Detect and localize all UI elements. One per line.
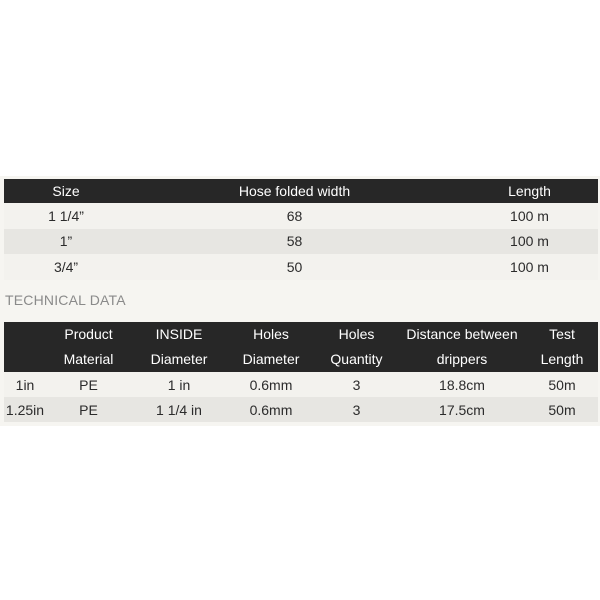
folded-width-cell: 50	[128, 254, 461, 280]
holes-diameter-cell: 0.6mm	[227, 397, 315, 422]
tech-header-distance-between-drippers: Distance between drippers	[398, 322, 526, 372]
table-row	[4, 254, 598, 280]
tech-header-test-length: Test Length	[526, 322, 598, 372]
tech-table-header-row	[4, 322, 598, 372]
table-row	[4, 229, 598, 255]
section-title-technical-data: TECHNICAL DATA	[5, 292, 126, 308]
model-cell: 1.25in	[4, 397, 46, 422]
tech-header-holes-quantity: Holes Quantity	[315, 322, 398, 372]
inside-diameter-cell: 1 in	[131, 372, 227, 397]
length-cell: 100 m	[461, 229, 598, 255]
dripper-distance-cell: 17.5cm	[398, 397, 526, 422]
dripper-distance-cell: 18.8cm	[398, 372, 526, 397]
model-cell: 1in	[4, 372, 46, 397]
folded-width-cell: 58	[128, 229, 461, 255]
tech-header-holes-diameter: Holes Diameter	[227, 322, 315, 372]
material-cell: PE	[46, 372, 131, 397]
size-header-folded-width: Hose folded width	[128, 179, 461, 203]
holes-quantity-cell: 3	[315, 397, 398, 422]
material-cell: PE	[46, 397, 131, 422]
test-length-cell: 50m	[526, 397, 598, 422]
length-cell: 100 m	[461, 254, 598, 280]
size-table-header-row	[4, 179, 598, 203]
holes-diameter-cell: 0.6mm	[227, 372, 315, 397]
size-header-size: Size	[4, 179, 128, 203]
tech-header-blank	[4, 322, 46, 372]
length-cell: 100 m	[461, 203, 598, 229]
technical-data-table	[4, 322, 598, 422]
inside-diameter-cell: 1 1/4 in	[131, 397, 227, 422]
test-length-cell: 50m	[526, 372, 598, 397]
table-row	[4, 372, 598, 397]
folded-width-cell: 68	[128, 203, 461, 229]
tech-header-product-material: Product Material	[46, 322, 131, 372]
size-cell: 3/4”	[4, 254, 128, 280]
size-header-length: Length	[461, 179, 598, 203]
table-row	[4, 203, 598, 229]
tech-header-inside-diameter: INSIDE Diameter	[131, 322, 227, 372]
table-row	[4, 397, 598, 422]
size-cell: 1 1/4”	[4, 203, 128, 229]
holes-quantity-cell: 3	[315, 372, 398, 397]
size-cell: 1”	[4, 229, 128, 255]
size-table	[4, 179, 598, 280]
